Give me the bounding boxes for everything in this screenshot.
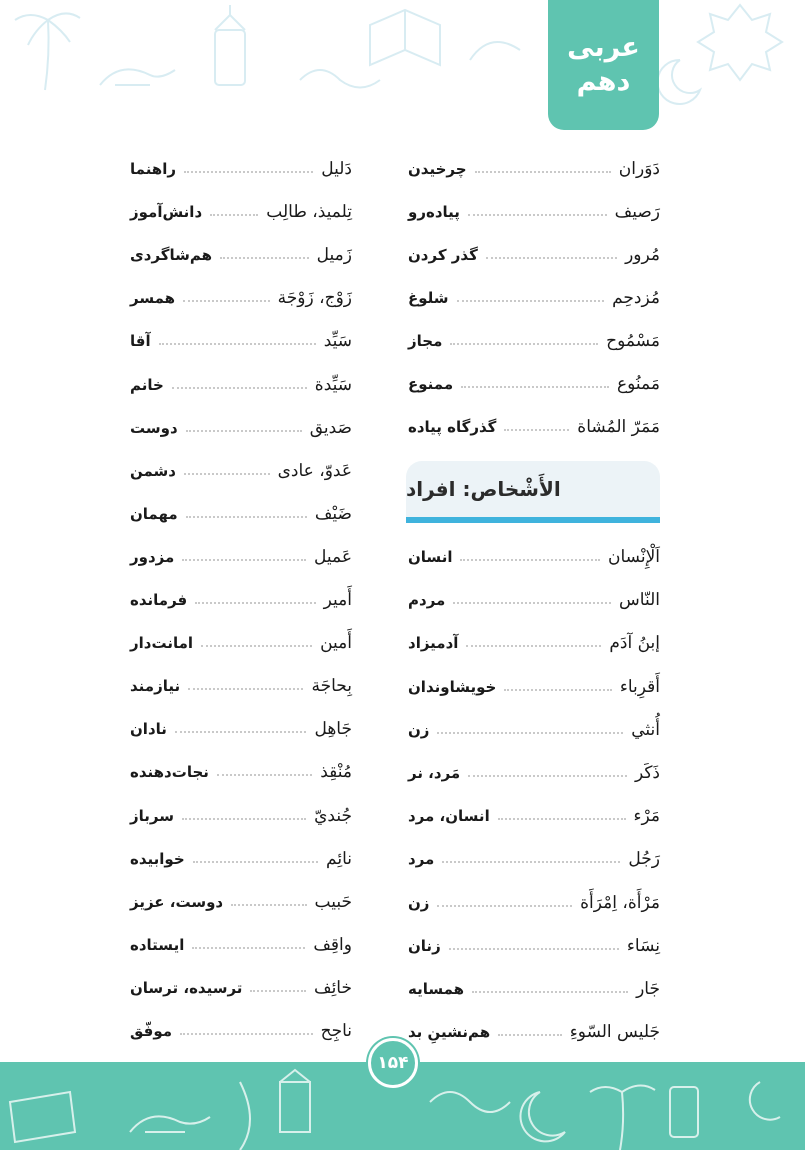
persian-meaning: مَرد، نر <box>408 764 461 782</box>
dotted-leader <box>159 343 316 345</box>
dotted-leader <box>193 861 318 863</box>
vocab-row <box>130 234 352 276</box>
vocab-row <box>130 191 352 233</box>
arabic-word: ضَيْف <box>314 503 352 524</box>
arabic-word: جُنديّ <box>314 805 352 826</box>
persian-meaning: گذر کردن <box>408 246 478 264</box>
dotted-leader <box>498 818 626 820</box>
arabic-word: تِلميذ، طالِب <box>266 202 352 223</box>
vocab-row <box>408 795 660 837</box>
vocab-row <box>130 881 352 923</box>
vocab-row <box>130 148 352 190</box>
palm-tree-icon <box>590 1085 655 1150</box>
top-decoration <box>0 0 805 110</box>
persian-meaning: مزدور <box>130 547 175 566</box>
arabic-word: مَرْء <box>633 806 660 827</box>
lantern-icon <box>280 1070 310 1132</box>
vocab-row <box>408 234 660 276</box>
arabic-word: أَمير <box>323 590 352 610</box>
vocab-row <box>130 277 352 319</box>
persian-meaning: دوست <box>130 418 178 437</box>
arabic-word: مُنْقِذ <box>320 762 352 783</box>
dotted-leader <box>468 775 627 777</box>
page-number: ۱۵۴ <box>368 1038 418 1088</box>
persian-meaning: پیاده‌رو <box>408 203 460 221</box>
arabic-word: مُرور <box>625 245 660 265</box>
dotted-leader <box>180 1033 313 1035</box>
arabic-word: زَوْج، زَوْجَة <box>277 288 352 309</box>
vocab-row <box>408 752 660 794</box>
vocab-row <box>130 708 352 750</box>
persian-meaning: خویشاوندان <box>408 677 497 696</box>
magic-lamp-icon <box>130 1116 210 1132</box>
arabic-word: النّاس <box>619 590 660 611</box>
arabic-word: ذَكَر <box>634 763 660 783</box>
book-title: عربی <box>567 32 640 63</box>
dotted-leader <box>175 731 307 733</box>
persian-meaning: دانش‌آموز <box>130 203 203 222</box>
persian-meaning: موفّق <box>130 1022 173 1040</box>
palm-tree-icon <box>15 13 80 90</box>
section-title: الأَشْخاص: افراد <box>406 477 561 501</box>
persian-meaning: مهمان <box>130 504 178 523</box>
persian-meaning: آدمیزاد <box>408 634 459 653</box>
dotted-leader <box>250 990 306 992</box>
lantern-icon <box>215 5 245 85</box>
vocab-row <box>130 364 352 406</box>
arabic-word: نائِم <box>326 848 352 869</box>
book-icon <box>370 10 440 65</box>
dotted-leader <box>472 991 628 993</box>
vocab-row <box>408 536 660 578</box>
dotted-leader <box>195 602 315 604</box>
arabic-word: حَبيب <box>314 891 352 912</box>
dotted-leader <box>475 171 611 173</box>
dotted-leader <box>498 1034 562 1036</box>
arabic-word: مَرْأَة، اِمْرَأَة <box>580 892 660 913</box>
arabic-word: اَلْإِنْسان <box>608 547 660 567</box>
persian-meaning: چرخیدن <box>408 160 467 178</box>
persian-meaning: مجاز <box>408 332 443 350</box>
persian-meaning: ترسیده، ترسان <box>130 978 243 997</box>
vocab-row <box>408 406 660 448</box>
arabic-word: بِحاجَة <box>311 676 352 697</box>
vocab-row <box>130 320 352 362</box>
arabic-word: مَمنُوع <box>617 374 660 394</box>
persian-meaning: مرد <box>408 850 435 869</box>
vocab-row <box>408 363 660 405</box>
vocab-row <box>408 579 660 621</box>
persian-meaning: فرمانده <box>130 591 188 609</box>
vocab-row <box>408 882 660 924</box>
persian-meaning: هم‌شاگردی <box>130 246 213 265</box>
arabic-word: نِسَاء <box>626 935 660 956</box>
vocab-row <box>130 407 352 449</box>
arabic-word: زَميل <box>316 245 352 266</box>
vocab-row <box>130 622 352 664</box>
persian-meaning: خوابیده <box>130 849 185 868</box>
vocab-row <box>130 665 352 707</box>
vocab-row <box>130 967 352 1009</box>
scroll-icon <box>10 1092 75 1142</box>
section-header <box>406 461 660 523</box>
arabic-word: ناجِح <box>320 1021 352 1041</box>
persian-meaning: هم‌نشینِ بد <box>408 1023 491 1042</box>
arabic-word: واقِف <box>313 934 352 955</box>
persian-meaning: همسایه <box>408 980 465 998</box>
persian-meaning: زن <box>408 720 430 739</box>
arabic-word: جَار <box>636 979 660 999</box>
dotted-leader <box>486 257 617 259</box>
dotted-leader <box>457 300 605 302</box>
persian-meaning: امانت‌دار <box>130 634 194 653</box>
dotted-leader <box>210 214 258 216</box>
dotted-leader <box>466 645 601 647</box>
arabic-word: عَدوّ، عادی <box>277 460 352 481</box>
vocab-row <box>408 838 660 880</box>
vocab-row <box>408 320 660 362</box>
vocab-row <box>408 968 660 1010</box>
arabic-word: مُزدحِم <box>612 288 660 308</box>
vocab-row <box>130 493 352 535</box>
dotted-leader <box>186 430 302 432</box>
persian-meaning: آقا <box>130 332 151 351</box>
vocab-row <box>408 622 660 664</box>
magic-lamp-icon <box>100 69 175 85</box>
arabic-word: جَاهِل <box>314 719 352 740</box>
arabic-word: صَديق <box>309 417 352 438</box>
vocab-row <box>130 924 352 966</box>
dotted-leader <box>231 904 306 906</box>
persian-meaning: سرباز <box>130 806 174 825</box>
dotted-leader <box>172 387 307 389</box>
book-tab <box>548 0 659 130</box>
vocab-row <box>130 579 352 621</box>
dotted-leader <box>192 947 305 949</box>
vocab-row <box>130 751 352 793</box>
persian-meaning: خانم <box>130 375 164 394</box>
vocab-row <box>130 795 352 837</box>
persian-meaning: انسان <box>408 548 453 566</box>
dotted-leader <box>186 516 307 518</box>
vocab-row <box>408 1011 660 1053</box>
persian-meaning: ممنوع <box>408 375 454 393</box>
persian-meaning: انسان، مرد <box>408 807 490 826</box>
arabic-word: إبنُ آدَم <box>609 633 660 654</box>
dotted-leader <box>184 171 313 173</box>
dotted-leader <box>437 732 623 734</box>
lantern-icon <box>670 1087 698 1137</box>
dotted-leader <box>453 602 611 604</box>
vocab-row <box>408 666 660 708</box>
arabic-word: مَمَرّ المُشاة <box>577 417 660 437</box>
persian-meaning: نیازمند <box>130 677 181 696</box>
persian-meaning: گذرگاه پیاده <box>408 418 497 436</box>
star-icon <box>698 5 782 80</box>
vocab-row <box>130 450 352 492</box>
vocab-row <box>408 925 660 967</box>
persian-meaning: نادان <box>130 720 167 739</box>
dotted-leader <box>449 948 619 950</box>
dotted-leader <box>188 688 303 690</box>
crescent-icon <box>750 1082 780 1120</box>
dotted-leader <box>183 300 270 302</box>
vocab-row <box>408 148 660 190</box>
arabic-word: أَقرِباء <box>619 676 660 697</box>
arabic-word: مَسْمُوح <box>606 331 660 351</box>
persian-meaning: مردم <box>408 591 446 610</box>
dotted-leader <box>460 559 600 561</box>
dotted-leader <box>217 774 312 776</box>
dotted-leader <box>468 214 607 216</box>
dotted-leader <box>504 689 612 691</box>
persian-meaning: دشمن <box>130 461 177 480</box>
dotted-leader <box>450 343 598 345</box>
dotted-leader <box>461 386 609 388</box>
arabic-word: دَوَران <box>618 159 660 179</box>
vocab-row <box>130 838 352 880</box>
persian-meaning: نجات‌دهنده <box>130 763 209 782</box>
crescent-icon <box>658 60 700 104</box>
vocab-row <box>130 536 352 578</box>
arabic-word: سَيِّدة <box>314 374 352 395</box>
vocab-row <box>408 277 660 319</box>
crescent-icon <box>520 1092 565 1141</box>
arabic-word: دَليل <box>321 159 352 179</box>
persian-meaning: همسر <box>130 289 176 308</box>
persian-meaning: زن <box>408 893 430 912</box>
dotted-leader <box>442 861 620 863</box>
arabic-word: جَليس السّوءِ <box>569 1022 660 1043</box>
dotted-leader <box>437 905 572 907</box>
dotted-leader <box>182 818 306 820</box>
arabic-word: أُنثي <box>631 719 660 740</box>
persian-meaning: دوست، عزیز <box>130 892 224 911</box>
arabic-word: رَجُل <box>628 849 660 870</box>
vocab-row <box>408 709 660 751</box>
dotted-leader <box>201 645 312 647</box>
dotted-leader <box>184 473 270 475</box>
arabic-word: سَيِّد <box>323 331 352 352</box>
dotted-leader <box>182 559 306 561</box>
grade-label: دهم <box>576 66 631 97</box>
dotted-leader <box>504 429 569 431</box>
persian-meaning: ایستاده <box>130 935 185 954</box>
arabic-word: عَميل <box>314 546 352 567</box>
persian-meaning: زنان <box>408 936 441 955</box>
persian-meaning: شلوغ <box>408 289 449 307</box>
vocab-row <box>130 1010 352 1052</box>
arabic-word: أَمين <box>320 633 352 654</box>
persian-meaning: راهنما <box>130 160 176 178</box>
vocab-row <box>408 191 660 233</box>
arabic-word: خائِف <box>313 977 352 998</box>
arabic-word: رَصیف <box>614 202 660 222</box>
dotted-leader <box>220 257 309 259</box>
